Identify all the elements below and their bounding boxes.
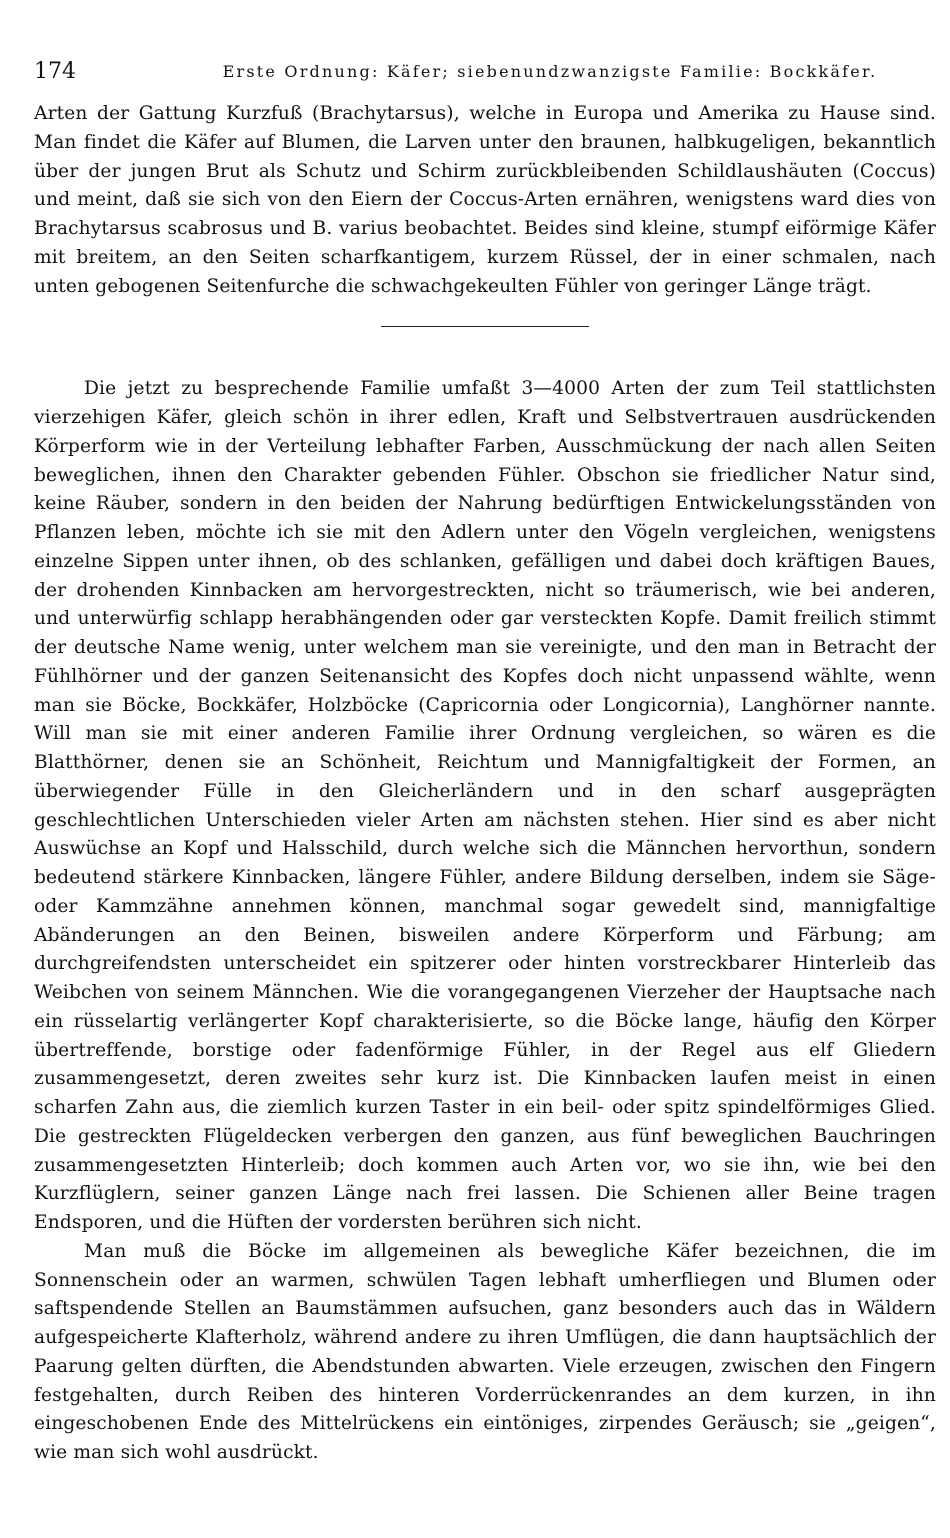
paragraph-family-introduction: Die jetzt zu besprechende Familie umfaßt 3—4000 Arten der zum Teil stattlichsten vierzehigen Käfer, gleich schön in ihrer edlen, Kraft und Selbstvertrauen ausdrückenden Körperform wie in der Verteilung lebhafter Farben, Ausschmückung der nach allen Seiten beweglichen, ihnen den Charakter gebenden Fühler. Obschon sie friedlicher Natur sind, keine Räuber, sondern in den beiden der Nahrung bedürftigen Entwickelungsständen von Pflanzen leben, möchte ich sie mit den Adlern unter den Vögeln vergleichen, wenigstens einzelne Sippen unter ihnen, ob des schlanken, gefälligen und dabei doch kräftigen Baues, der drohenden Kinnbacken am hervorgestreckten, nicht so träumerisch, wie bei anderen, und unterwürfig schlapp herabhängenden oder gar versteckten Kopfe. Damit freilich stimmt der deutsche Name wenig, unter welchem man sie vereinigte, und den man in Betracht der Fühlhörner und der ganzen Seitenansicht des Kopfes doch nicht unpassend wählte, wenn man sie Böcke, Bockkäfer, Holzböcke (Capricornia oder Longicornia), Langhörner nannte. Will man sie mit einer anderen Familie ihrer Ordnung vergleichen, so wären es die Blatthörner, denen sie an Schönheit, Reichtum und Mannigfaltigkeit der Formen, an überwiegender Fülle in den Gleicherländern und in den scharf ausgeprägten geschlechtlichen Unterschieden vieler Arten am nächsten stehen. Hier sind es aber nicht Auswüchse an Kopf und Halsschild, durch welche sich die Männchen hervorthun, sondern bedeutend stärkere Kinnbacken, längere Fühler, andere Bildung derselben, indem sie Säge- oder Kammzähne annehmen können, manchmal sogar gewedelt sind, mannigfaltige Abänderungen an den Beinen, bisweilen andere Körperform und Färbung; am durchgreifendsten unterscheidet ein spitzerer oder hinten vorstreckbarer Hinterleib das Weibchen von seinem Männchen. Wie die vorangegangenen Vierzeher der Hauptsache nach ein rüsselartig verlängerter Kopf charakterisierte, so die Böcke lange, häufig den Körper übertreffende, borstige oder fadenförmige Fühler, in der Regel aus elf Gliedern zusammengesetzt, deren zweites sehr kurz ist. Die Kinnbacken laufen meist in einen scharfen Zahn aus, die ziemlich kurzen Taster in ein beil- oder spitz spindelförmiges Glied. Die gestreckten Flügeldecken verbergen den ganzen, aus fünf beweglichen Bauchringen zusammengesetzten Hinterleib; doch kommen auch Arten vor, wo sie ihn, wie bei den Kurzflüglern, seiner ganzen Länge nach frei lassen. Die Schienen aller Beine tragen Endsporen, und die Hüften der vordersten berühren sich nicht.: [34, 378, 936, 1233]
running-head: Erste Ordnung: Käfer; siebenundzwanzigste Familie: Bockkäfer.: [222, 62, 878, 81]
page-header: [34, 52, 936, 92]
page-number: 174: [34, 59, 76, 84]
section-divider: [381, 326, 589, 327]
paragraph-behaviour: Man muß die Böcke im allgemeinen als bewegliche Käfer bezeichnen, die im Sonnenschein oder an warmen, schwülen Tagen lebhaft umherfliegen und Blumen oder saftspendende Stellen an Baumstämmen aufsuchen, ganz besonders auch das in Wäldern aufgespeicherte Klafterholz, während andere zu ihren Umflügen, die dann hauptsächlich der Paarung gelten dürften, die Abendstunden abwarten. Viele erzeugen, zwischen den Fingern festgehalten, durch Reiben des hinteren Vorderrückenrandes an dem kurzen, in ihn eingeschobenen Ende des Mittelrückens ein eintöniges, zirpendes Geräusch; sie „geigen“, wie man sich wohl ausdrückt.: [34, 1240, 936, 1463]
paragraph-continuation: Arten der Gattung Kurzfuß (Brachytarsus), welche in Europa und Amerika zu Hause sind. Man findet die Käfer auf Blumen, die Larven unter den braunen, halbkugeligen, bekanntlich über der jungen Brut als Schutz und Schirm zurückbleibenden Schildlaushäuten (Coccus) und meint, daß sie sich von den Eiern der Coccus-Arten ernähren, wenigstens ward dies von Brachytarsus scabrosus und B. varius beobachtet. Beides sind kleine, stumpf eiförmige Käfer mit breitem, an den Seiten scharfkantigem, kurzem Rüssel, der in einer schmalen, nach unten gebogenen Seitenfurche die schwachgekeulten Fühler von geringer Länge trägt.: [34, 103, 936, 297]
book-page: [34, 52, 936, 1468]
